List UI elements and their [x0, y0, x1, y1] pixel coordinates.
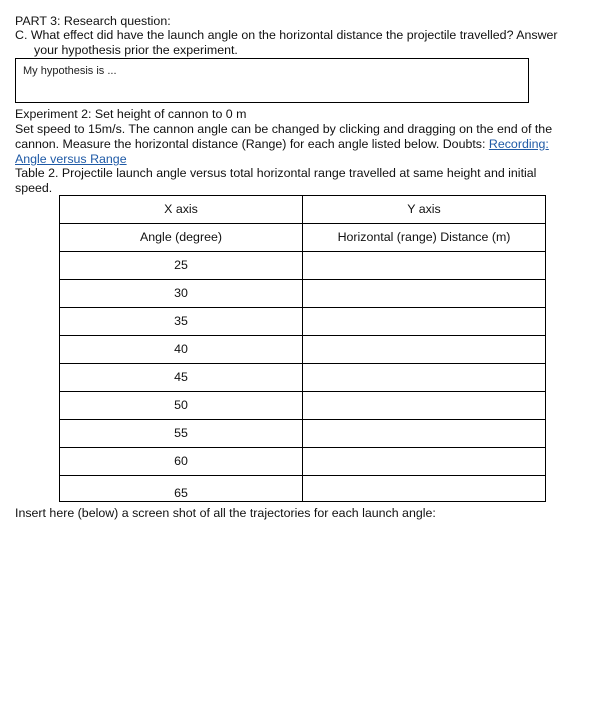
table-caption-line-2: speed. — [15, 181, 53, 195]
table-row — [60, 392, 546, 420]
table-row — [60, 364, 546, 392]
distance-cell[interactable] — [303, 336, 546, 364]
hypothesis-text[interactable]: My hypothesis is ... — [23, 65, 117, 77]
angle-cell: 50 — [60, 392, 303, 420]
distance-cell[interactable] — [303, 280, 546, 308]
distance-cell[interactable] — [303, 308, 546, 336]
angle-cell: 60 — [60, 448, 303, 476]
angle-versus-range-link[interactable]: Angle versus Range — [15, 152, 127, 166]
distance-cell[interactable] — [303, 420, 546, 448]
angle-cell: 40 — [60, 336, 303, 364]
recording-link[interactable]: Recording: — [488, 137, 549, 151]
axis-header-row — [60, 196, 546, 224]
table-row — [60, 336, 546, 364]
experiment-title: Experiment 2: Set height of cannon to 0 m — [15, 107, 247, 121]
hypothesis-box[interactable] — [15, 58, 529, 103]
experiment-line-2 — [15, 137, 549, 152]
table-row — [60, 420, 546, 448]
distance-column-header: Horizontal (range) Distance (m) — [303, 224, 546, 252]
distance-cell[interactable] — [303, 476, 546, 502]
distance-cell[interactable] — [303, 364, 546, 392]
angle-cell: 65 — [60, 476, 303, 502]
angle-cell: 30 — [60, 280, 303, 308]
question-line-2: your hypothesis prior the experiment. — [34, 43, 238, 57]
experiment-link-line — [15, 152, 127, 167]
angle-cell: 45 — [60, 364, 303, 392]
angle-column-header: Angle (degree) — [60, 224, 303, 252]
question-line-1: C. What effect did have the launch angle on the horizontal distance the projectile travelled? Answer — [15, 28, 558, 42]
angle-cell: 55 — [60, 420, 303, 448]
insert-instruction: Insert here (below) a screen shot of all the trajectories for each launch angle: — [15, 506, 436, 520]
table-caption-line-1: Table 2. Projectile launch angle versus total horizontal range travelled at same height and initial — [15, 166, 537, 180]
table-row — [60, 448, 546, 476]
column-header-row — [60, 224, 546, 252]
table-row — [60, 308, 546, 336]
table-row — [60, 252, 546, 280]
distance-cell[interactable] — [303, 392, 546, 420]
x-axis-header: X axis — [60, 196, 303, 224]
table-row — [60, 476, 546, 502]
experiment-line-1: Set speed to 15m/s. The cannon angle can be changed by clicking and dragging on the end of the — [15, 122, 553, 136]
y-axis-header: Y axis — [303, 196, 546, 224]
experiment-line-2-text: cannon. Measure the horizontal distance (Range) for each angle listed below. Doubts: — [15, 137, 489, 151]
distance-cell[interactable] — [303, 252, 546, 280]
angle-cell: 35 — [60, 308, 303, 336]
angle-range-table — [59, 195, 546, 502]
distance-cell[interactable] — [303, 448, 546, 476]
table-row — [60, 280, 546, 308]
angle-cell: 25 — [60, 252, 303, 280]
part-heading: PART 3: Research question: — [15, 14, 171, 28]
